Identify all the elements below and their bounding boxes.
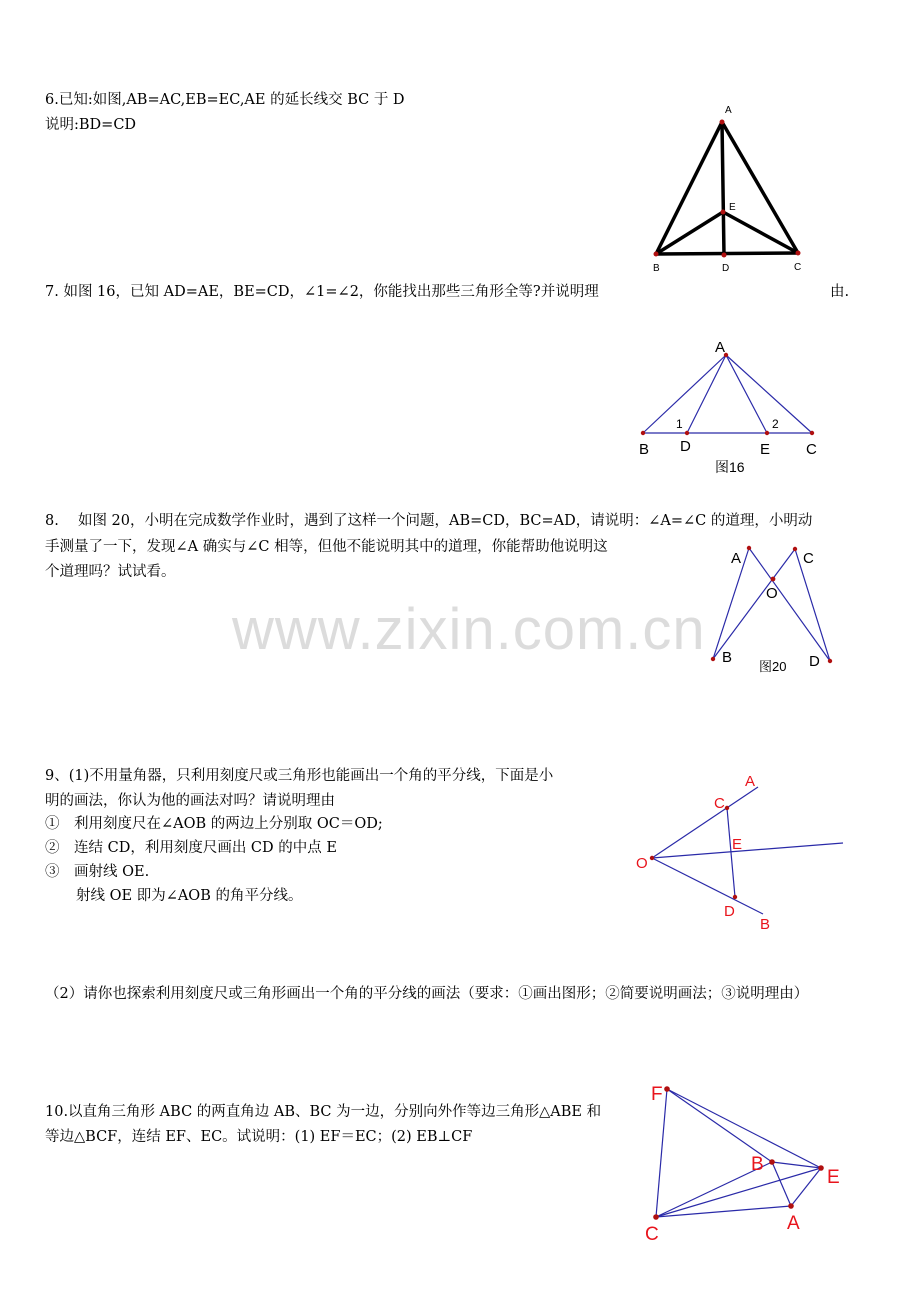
q7-label-d: D <box>680 438 691 455</box>
q7-label-2: 2 <box>772 417 779 431</box>
q9-label-c: C <box>714 795 725 812</box>
q9-line2: 明的画法，你认为他的画法对吗？请说明理由 <box>45 793 335 809</box>
q8-label-b: B <box>722 649 733 666</box>
q7-label-c: C <box>806 441 817 458</box>
q10-label-e: E <box>827 1167 840 1188</box>
q7-label-1: 1 <box>676 417 683 431</box>
q7-text-tail: 由. <box>830 284 850 300</box>
q7-text: 7. 如图 16，已知 AD=AE，BE=CD，∠1=∠2，你能找出那些三角形全等?并说明理 <box>45 284 599 300</box>
q9-step1: ① 利用刻度尺在∠AOB 的两边上分别取 OC＝OD; <box>45 816 383 832</box>
q6-label-a: A <box>725 105 732 116</box>
q9-part2: （2）请你也探索利用刻度尺或三角形画出一个角的平分线的画法（要求：①画出图形；②简要说明画法；③说明理由） <box>45 986 809 1002</box>
q10-label-b: B <box>751 1154 764 1175</box>
q9-label-a: A <box>745 773 756 790</box>
q6-label-e: E <box>729 202 736 213</box>
q9-label-b: B <box>760 916 771 933</box>
q9-label-o: O <box>636 855 648 872</box>
q8-caption: 图20 <box>759 659 787 674</box>
q8-label-d: D <box>809 653 820 670</box>
q6-line1: 6.已知:如图,AB=AC,EB=EC,AE 的延长线交 BC 于 D <box>45 92 405 108</box>
q6-label-b: B <box>653 263 660 274</box>
q8-label-o: O <box>766 585 778 602</box>
q8-label-c: C <box>803 550 814 567</box>
q9-step3: ③ 画射线 OE. <box>45 864 150 880</box>
q8-label-a: A <box>731 550 742 567</box>
q9-step2: ② 连结 CD，利用刻度尺画出 CD 的中点 E <box>45 840 337 856</box>
q10-label-c: C <box>645 1224 659 1245</box>
q7-label-b: B <box>639 441 650 458</box>
q8-line2: 手测量了一下，发现∠A 确实与∠C 相等，但他不能说明其中的道理，你能帮助他说明这 <box>45 539 608 555</box>
q8-line3: 个道理吗？试试看。 <box>45 564 176 580</box>
q9-line1: 9、(1)不用量角器，只利用刻度尺或三角形也能画出一个角的平分线，下面是小 <box>45 768 554 784</box>
q6-label-c: C <box>794 262 802 273</box>
q10-line2: 等边△BCF，连结 EF、EC。试说明：(1) EF＝EC；(2) EB⊥CF <box>45 1129 473 1145</box>
q9-label-d: D <box>724 903 735 920</box>
watermark: www.zixin.com.cn <box>232 597 706 662</box>
q8-line1: 8. 如图 20，小明在完成数学作业时，遇到了这样一个问题，AB=CD，BC=AD，请说明：∠A=∠C 的道理，小明动 <box>45 513 813 529</box>
q6-line2: 说明:BD=CD <box>45 117 137 133</box>
q7-caption: 图16 <box>715 459 745 475</box>
q10-line1: 10.以直角三角形 ABC 的两直角边 AB、BC 为一边，分别向外作等边三角形△ABE 和 <box>45 1104 602 1120</box>
q10-label-f: F <box>651 1084 663 1105</box>
q7-label-e: E <box>760 441 771 458</box>
q9-label-e: E <box>732 836 743 853</box>
q6-label-d: D <box>722 263 730 274</box>
q10-label-a: A <box>787 1213 800 1234</box>
q7-label-a: A <box>715 339 726 356</box>
q9-conclusion: 射线 OE 即为∠AOB 的角平分线。 <box>76 888 303 904</box>
